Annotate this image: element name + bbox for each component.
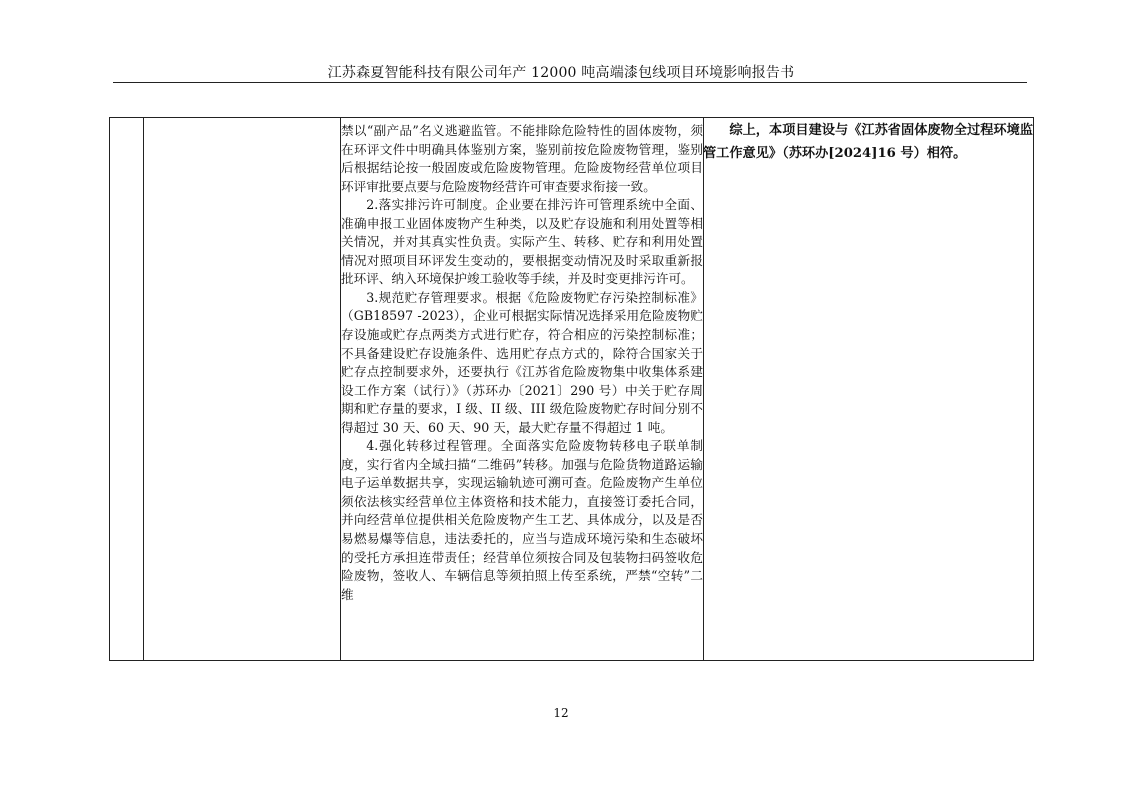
header-rule (113, 82, 1027, 83)
column-divider-1 (143, 118, 144, 660)
requirement-paragraph: 4.强化转移过程管理。全面落实危险废物转移电子联单制度，实行省内全域扫描“二维码”转移。加强与危险货物道路运输电子运单数据共享，实现运输轨迹可溯可查。危险废物产生单位须依法核实经营单位主体资格和技术能力，直接签订委托合同，并向经营单位提供相关危险废物产生工艺、具体成分，以及是否易燃易爆等信息，违法委托的，应当与造成环境污染和生态破坏的受托方承担连带责任；经营单位须按合同及包装物扫码签收危险废物，签收人、车辆信息等须拍照上传至系统，严禁“空转”二维 (341, 438, 703, 602)
requirement-content-cell (341, 122, 703, 604)
requirement-paragraph: 禁以“副产品”名义逃避监管。不能排除危险特性的固体废物，须在环评文件中明确具体鉴别方案，鉴别前按危险废物管理，鉴别后根据结论按一般固废或危险废物管理。危险废物经营单位项目环评审批要点要与危险废物经营许可审查要求衔接一致。 (341, 123, 703, 194)
column-divider-3 (703, 118, 704, 660)
conclusion-cell: 综上，本项目建设与《江苏省固体废物全过程环境监管工作意见》（苏环办[2024]16 号）相符。 (703, 123, 1033, 161)
page-number: 12 (553, 706, 569, 720)
requirement-paragraph: 3.规范贮存管理要求。根据《危险废物贮存污染控制标准》（GB18597 -2023），企业可根据实际情况选择采用危险废物贮存设施或贮存点两类方式进行贮存，符合相应的污染控制标准；不具备建设贮存设施条件、选用贮存点方式的，除符合国家关于贮存点控制要求外，还要执行《江苏省危险废物集中收集体系建设工作方案（试行）》（苏环办〔2021〕290 号）中关于贮存周期和贮存量的要求，I 级、II 级、III 级危险废物贮存时间分别不得超过 30 天、60 天、90 天，最大贮存量不得超过 1 吨。 (341, 289, 703, 435)
page-header-title: 江苏森夏智能科技有限公司年产 12000 吨高端漆包线项目环境影响报告书 (327, 65, 795, 81)
requirement-paragraph: 2.落实排污许可制度。企业要在排污许可管理系统中全面、准确申报工业固体废物产生种类，以及贮存设施和利用处置等相关情况，并对其真实性负责。实际产生、转移、贮存和利用处置情况对照项目环评发生变动的，要根据变动情况及时采取重新报批环评、纳入环境保护竣工验收等手续，并及时变更排污许可。 (341, 197, 703, 287)
compliance-table (109, 117, 1034, 661)
